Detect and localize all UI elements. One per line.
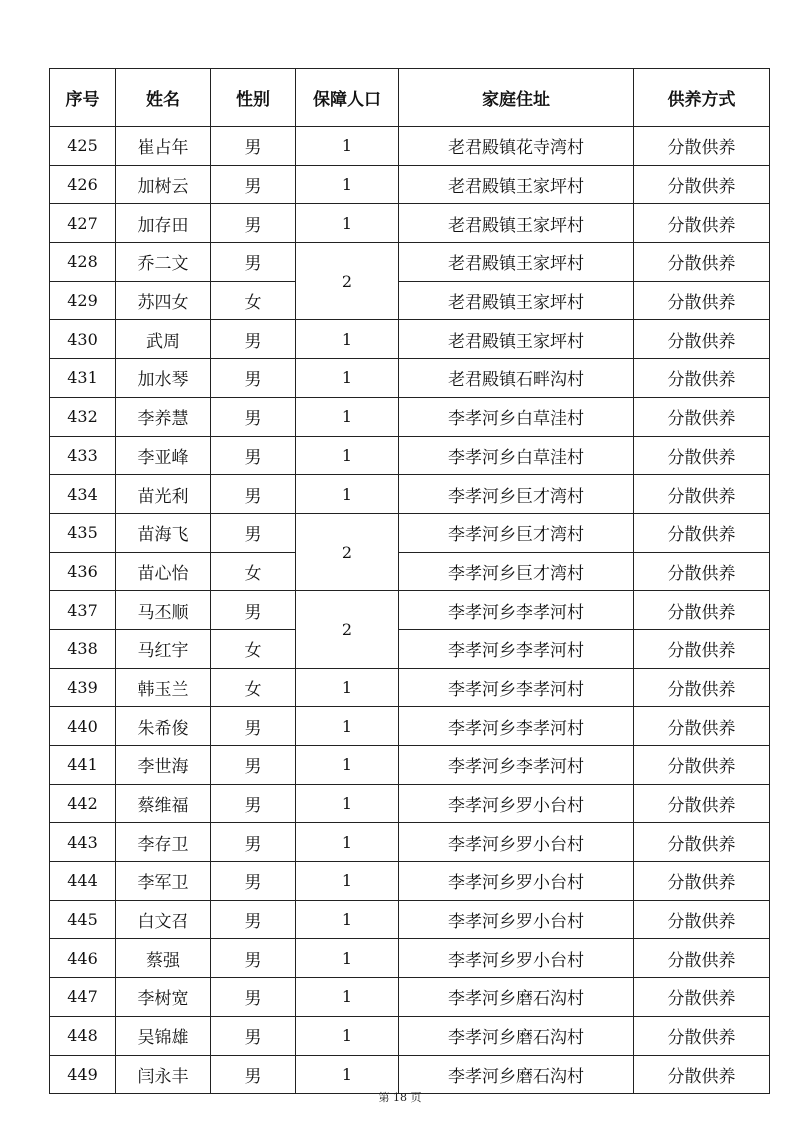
table-body: [50, 127, 770, 1094]
page-number: 第 18 页: [378, 1091, 422, 1104]
row-support: 分散供养: [634, 707, 770, 746]
header-name: 姓名: [116, 69, 211, 127]
row-gender: 男: [211, 475, 296, 514]
row-name: 苗海飞: [116, 513, 211, 552]
table-row: [50, 900, 770, 939]
row-name: 苗光利: [116, 475, 211, 514]
row-address: 老君殿镇王家坪村: [399, 281, 634, 320]
row-name: 李世海: [116, 746, 211, 785]
row-gender: 男: [211, 823, 296, 862]
row-support: 分散供养: [634, 746, 770, 785]
row-seq: 432: [50, 397, 116, 436]
row-people: 2: [296, 513, 399, 590]
row-people: 1: [296, 436, 399, 475]
row-gender: 男: [211, 1055, 296, 1094]
row-support: 分散供养: [634, 900, 770, 939]
row-address: 老君殿镇王家坪村: [399, 204, 634, 243]
row-address: 老君殿镇王家坪村: [399, 165, 634, 204]
row-support: 分散供养: [634, 629, 770, 668]
row-seq: 438: [50, 629, 116, 668]
row-name: 朱希俊: [116, 707, 211, 746]
row-support: 分散供养: [634, 281, 770, 320]
row-people: 1: [296, 900, 399, 939]
row-support: 分散供养: [634, 1016, 770, 1055]
row-seq: 427: [50, 204, 116, 243]
row-seq: 436: [50, 552, 116, 591]
row-seq: 437: [50, 591, 116, 630]
table-row: [50, 127, 770, 166]
row-gender: 男: [211, 939, 296, 978]
row-gender: 男: [211, 243, 296, 282]
row-seq: 433: [50, 436, 116, 475]
row-gender: 男: [211, 900, 296, 939]
row-seq: 446: [50, 939, 116, 978]
row-seq: 435: [50, 513, 116, 552]
row-name: 吴锦雄: [116, 1016, 211, 1055]
table-row: [50, 165, 770, 204]
table-row: [50, 359, 770, 398]
row-address: 李孝河乡李孝河村: [399, 746, 634, 785]
row-gender: 男: [211, 165, 296, 204]
row-support: 分散供养: [634, 513, 770, 552]
row-people: 1: [296, 475, 399, 514]
header-gender: 性别: [211, 69, 296, 127]
table-row: [50, 823, 770, 862]
row-name: 李树宽: [116, 978, 211, 1017]
row-gender: 男: [211, 707, 296, 746]
support-roster-table: [49, 68, 770, 1094]
row-gender: 男: [211, 862, 296, 901]
row-address: 李孝河乡罗小台村: [399, 823, 634, 862]
row-people: 1: [296, 165, 399, 204]
row-address: 老君殿镇王家坪村: [399, 243, 634, 282]
row-people: 1: [296, 1016, 399, 1055]
row-seq: 441: [50, 746, 116, 785]
table-row: [50, 320, 770, 359]
row-people: 2: [296, 243, 399, 320]
row-seq: 431: [50, 359, 116, 398]
header-support: 供养方式: [634, 69, 770, 127]
row-address: 老君殿镇王家坪村: [399, 320, 634, 359]
row-address: 李孝河乡白草洼村: [399, 397, 634, 436]
row-support: 分散供养: [634, 1055, 770, 1094]
row-seq: 440: [50, 707, 116, 746]
row-people: 1: [296, 359, 399, 398]
table-row: [50, 862, 770, 901]
row-people: 1: [296, 204, 399, 243]
row-name: 韩玉兰: [116, 668, 211, 707]
row-support: 分散供养: [634, 552, 770, 591]
row-seq: 426: [50, 165, 116, 204]
row-address: 李孝河乡巨才湾村: [399, 552, 634, 591]
table-row: [50, 436, 770, 475]
row-people: 1: [296, 823, 399, 862]
row-support: 分散供养: [634, 862, 770, 901]
row-support: 分散供养: [634, 823, 770, 862]
row-seq: 425: [50, 127, 116, 166]
row-seq: 445: [50, 900, 116, 939]
row-people: 1: [296, 1055, 399, 1094]
row-address: 李孝河乡巨才湾村: [399, 513, 634, 552]
row-support: 分散供养: [634, 165, 770, 204]
row-people: 2: [296, 591, 399, 668]
row-seq: 442: [50, 784, 116, 823]
row-gender: 男: [211, 978, 296, 1017]
row-address: 李孝河乡李孝河村: [399, 629, 634, 668]
table-row: [50, 746, 770, 785]
row-address: 李孝河乡罗小台村: [399, 862, 634, 901]
row-people: 1: [296, 784, 399, 823]
row-people: 1: [296, 320, 399, 359]
row-name: 乔二文: [116, 243, 211, 282]
row-gender: 男: [211, 359, 296, 398]
row-gender: 女: [211, 281, 296, 320]
header-seq: 序号: [50, 69, 116, 127]
table-row: [50, 204, 770, 243]
table-row: [50, 707, 770, 746]
row-gender: 男: [211, 436, 296, 475]
row-gender: 女: [211, 552, 296, 591]
row-name: 闫永丰: [116, 1055, 211, 1094]
row-support: 分散供养: [634, 978, 770, 1017]
row-address: 李孝河乡罗小台村: [399, 784, 634, 823]
row-gender: 男: [211, 204, 296, 243]
row-name: 白文召: [116, 900, 211, 939]
table-row: [50, 243, 770, 282]
table-row: [50, 475, 770, 514]
row-seq: 428: [50, 243, 116, 282]
row-people: 1: [296, 939, 399, 978]
row-name: 李亚峰: [116, 436, 211, 475]
row-address: 李孝河乡李孝河村: [399, 707, 634, 746]
row-address: 李孝河乡李孝河村: [399, 668, 634, 707]
header-address: 家庭住址: [399, 69, 634, 127]
row-support: 分散供养: [634, 127, 770, 166]
table-header-row: [50, 69, 770, 127]
table-row: [50, 552, 770, 591]
table-row: [50, 591, 770, 630]
table-row: [50, 1016, 770, 1055]
row-people: 1: [296, 707, 399, 746]
row-name: 李军卫: [116, 862, 211, 901]
row-support: 分散供养: [634, 359, 770, 398]
row-gender: 男: [211, 320, 296, 359]
table-row: [50, 397, 770, 436]
row-support: 分散供养: [634, 397, 770, 436]
row-address: 李孝河乡白草洼村: [399, 436, 634, 475]
row-people: 1: [296, 668, 399, 707]
row-name: 加存田: [116, 204, 211, 243]
row-name: 崔占年: [116, 127, 211, 166]
table-row: [50, 1055, 770, 1094]
row-seq: 429: [50, 281, 116, 320]
row-address: 老君殿镇花寺湾村: [399, 127, 634, 166]
row-name: 苗心怡: [116, 552, 211, 591]
row-address: 李孝河乡磨石沟村: [399, 978, 634, 1017]
row-gender: 女: [211, 629, 296, 668]
row-gender: 男: [211, 127, 296, 166]
row-gender: 男: [211, 784, 296, 823]
row-support: 分散供养: [634, 939, 770, 978]
row-people: 1: [296, 397, 399, 436]
row-name: 苏四女: [116, 281, 211, 320]
row-gender: 男: [211, 397, 296, 436]
row-address: 老君殿镇石畔沟村: [399, 359, 634, 398]
row-people: 1: [296, 746, 399, 785]
row-support: 分散供养: [634, 475, 770, 514]
table-row: [50, 978, 770, 1017]
row-seq: 439: [50, 668, 116, 707]
row-address: 李孝河乡罗小台村: [399, 900, 634, 939]
row-people: 1: [296, 978, 399, 1017]
header-people: 保障人口: [296, 69, 399, 127]
row-address: 李孝河乡罗小台村: [399, 939, 634, 978]
row-gender: 男: [211, 591, 296, 630]
row-name: 加水琴: [116, 359, 211, 398]
row-address: 李孝河乡磨石沟村: [399, 1055, 634, 1094]
table-row: [50, 513, 770, 552]
row-gender: 男: [211, 746, 296, 785]
row-support: 分散供养: [634, 668, 770, 707]
row-seq: 443: [50, 823, 116, 862]
row-address: 李孝河乡巨才湾村: [399, 475, 634, 514]
table-row: [50, 281, 770, 320]
row-seq: 449: [50, 1055, 116, 1094]
row-seq: 430: [50, 320, 116, 359]
row-name: 马红宇: [116, 629, 211, 668]
row-support: 分散供养: [634, 204, 770, 243]
row-name: 武周: [116, 320, 211, 359]
table-row: [50, 939, 770, 978]
row-address: 李孝河乡李孝河村: [399, 591, 634, 630]
row-address: 李孝河乡磨石沟村: [399, 1016, 634, 1055]
row-people: 1: [296, 862, 399, 901]
row-support: 分散供养: [634, 243, 770, 282]
row-name: 蔡维福: [116, 784, 211, 823]
row-gender: 男: [211, 1016, 296, 1055]
row-support: 分散供养: [634, 591, 770, 630]
table-row: [50, 668, 770, 707]
row-name: 李养慧: [116, 397, 211, 436]
row-support: 分散供养: [634, 784, 770, 823]
row-name: 蔡强: [116, 939, 211, 978]
row-seq: 448: [50, 1016, 116, 1055]
row-name: 李存卫: [116, 823, 211, 862]
row-seq: 447: [50, 978, 116, 1017]
row-seq: 444: [50, 862, 116, 901]
row-gender: 女: [211, 668, 296, 707]
table-row: [50, 629, 770, 668]
row-gender: 男: [211, 513, 296, 552]
row-people: 1: [296, 127, 399, 166]
row-name: 马丕顺: [116, 591, 211, 630]
table-row: [50, 784, 770, 823]
row-seq: 434: [50, 475, 116, 514]
row-support: 分散供养: [634, 436, 770, 475]
row-name: 加树云: [116, 165, 211, 204]
row-support: 分散供养: [634, 320, 770, 359]
